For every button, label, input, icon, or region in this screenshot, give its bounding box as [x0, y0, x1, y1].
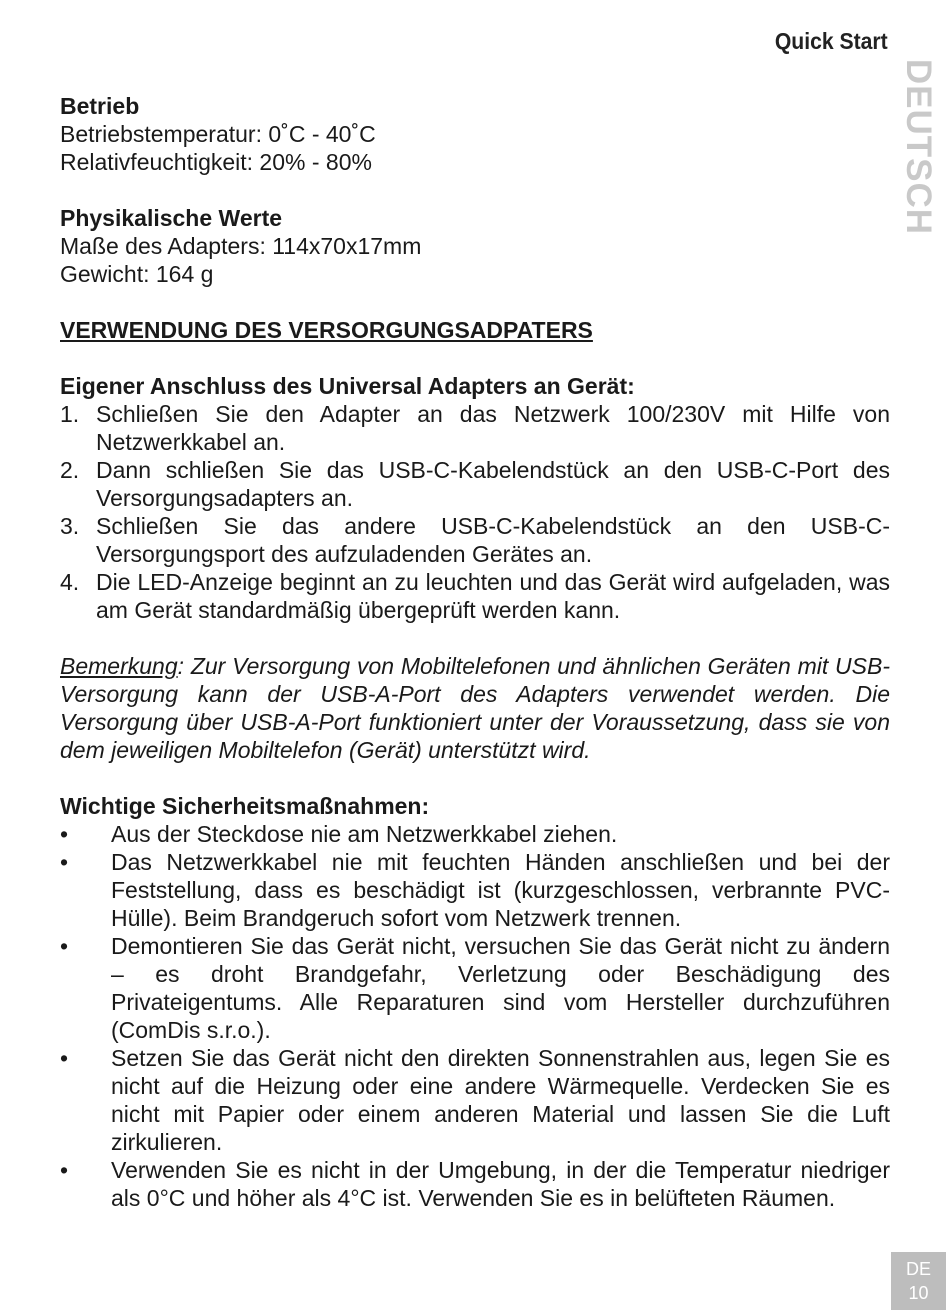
- safety-text: Aus der Steckdose nie am Netzwerkkabel ziehen.: [111, 821, 618, 847]
- document-body: [60, 92, 890, 1212]
- safety-text: Setzen Sie das Gerät nicht den direkten Sonnenstrahlen aus, legen Sie es nicht auf die Heizung oder eine andere Wärmequelle. Verdecken Sie es nicht mit Papier oder einem anderen Material und lassen Sie die Luft zirkulieren.: [111, 1045, 890, 1155]
- list-item: [60, 512, 890, 568]
- note-text: : Zur Versorgung von Mobiltelefonen und ähnlichen Geräten mit USB- Versorgung kann der USB-A-Port des Adapters verwendet werden. Die Versorgung über USB-A-Port funktioniert unter der Voraussetzung, dass sie von dem jeweiligen Mobiltelefon (Gerät) unterstützt wird.: [60, 653, 890, 763]
- step-number: 3.: [60, 513, 80, 539]
- list-item: [60, 820, 890, 848]
- list-item: [60, 848, 890, 932]
- language-side-tab-label: DEUTSCH: [899, 58, 938, 236]
- safety-text: Demontieren Sie das Gerät nicht, versuchen Sie das Gerät nicht zu ändern – es droht Brandgefahr, Verletzung oder Beschädigung des Privateigentums. Alle Reparaturen sind vom Hersteller durchzuführen (ComDis s.r.o.).: [111, 933, 890, 1043]
- list-item: [60, 1044, 890, 1156]
- bullet-icon: •: [60, 1045, 69, 1071]
- page-header-title: Quick Start: [775, 28, 888, 54]
- bullet-icon: •: [60, 1157, 69, 1183]
- spec-line: Gewicht: 164 g: [60, 261, 214, 287]
- note-label: Bemerkung: [60, 653, 178, 679]
- list-item: [60, 400, 890, 456]
- list-item: [60, 932, 890, 1044]
- language-side-tab: [896, 58, 940, 236]
- betrieb-heading: Betrieb: [60, 93, 140, 119]
- step-number: 4.: [60, 569, 80, 595]
- safety-text: Verwenden Sie es nicht in der Umgebung, in der die Temperatur niedriger als 0°C und höher als 4°C ist. Verwenden Sie es in belüfteten Räumen.: [111, 1157, 890, 1211]
- note-paragraph: [60, 652, 890, 764]
- step-text: Schließen Sie den Adapter an das Netzwerk 100/230V mit Hilfe von Netzwerkkabel an.: [96, 401, 890, 455]
- page-lang-code: DE: [905, 1259, 931, 1279]
- bullet-icon: •: [60, 849, 69, 875]
- step-text: Dann schließen Sie das USB-C-Kabelendstück an den USB-C-Port des Versorgungsadapters an.: [96, 457, 890, 511]
- bullet-icon: •: [60, 821, 69, 847]
- list-item: [60, 456, 890, 512]
- step-text: Schließen Sie das andere USB-C-Kabelendstück an den USB-C-Versorgungsport des aufzuladenden Gerätes an.: [96, 513, 890, 567]
- page-number: 10: [908, 1283, 929, 1303]
- physical-heading: Physikalische Werte: [60, 205, 283, 231]
- list-item: [60, 568, 890, 624]
- spec-line: Betriebstemperatur: 0˚C - 40˚C: [60, 121, 376, 147]
- safety-list: [60, 820, 890, 1212]
- safety-heading: Wichtige Sicherheitsmaßnahmen:: [60, 793, 430, 819]
- bullet-icon: •: [60, 933, 69, 959]
- usage-steps-list: [60, 400, 890, 624]
- spec-line: Maße des Adapters: 114x70x17mm: [60, 233, 422, 259]
- page-number-badge: [891, 1252, 946, 1310]
- safety-text: Das Netzwerkkabel nie mit feuchten Händen anschließen und bei der Feststellung, dass es beschädigt ist (kurzgeschlossen, verbrannte PVC-Hülle). Beim Brandgeruch sofort vom Netzwerk trennen.: [111, 849, 890, 931]
- usage-section-title: VERWENDUNG DES VERSORGUNGSADPATERS: [60, 317, 593, 343]
- list-item: [60, 1156, 890, 1212]
- spec-line: Relativfeuchtigkeit: 20% - 80%: [60, 149, 372, 175]
- step-number: 2.: [60, 457, 80, 483]
- step-number: 1.: [60, 401, 80, 427]
- step-text: Die LED-Anzeige beginnt an zu leuchten und das Gerät wird aufgeladen, was am Gerät standardmäßig übergeprüft werden kann.: [96, 569, 890, 623]
- usage-subheading: Eigener Anschluss des Universal Adapters an Gerät:: [60, 373, 635, 399]
